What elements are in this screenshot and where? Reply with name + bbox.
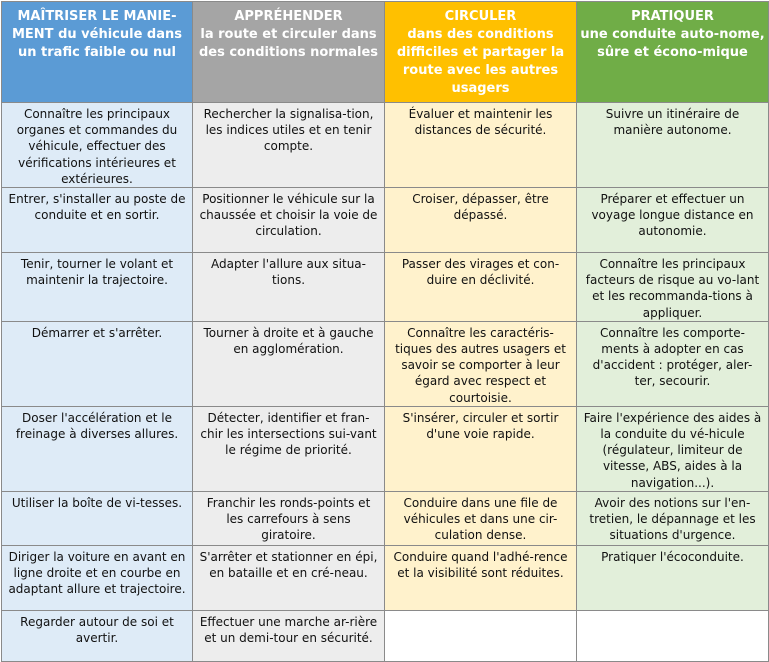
table-cell: Démarrer et s'arrêter.	[2, 321, 193, 406]
table-row	[2, 406, 769, 491]
table-row	[2, 188, 769, 253]
table-cell: Connaître les comporte-ments à adopter en cas d'accident : protéger, aler-ter, secourir.	[577, 321, 769, 406]
table-cell: Regarder autour de soi et avertir.	[2, 610, 193, 661]
table-cell: S'insérer, circuler et sortir d'une voie rapide.	[385, 406, 577, 491]
header-pratiquer	[577, 2, 769, 103]
table-cell: Conduire quand l'adhé-rence et la visibilité sont réduites.	[385, 545, 577, 610]
header-row	[2, 2, 769, 103]
header-apprehender-subtitle: la route et circuler dans des conditions normales	[198, 27, 379, 60]
table-cell: Préparer et effectuer un voyage longue distance en autonomie.	[577, 188, 769, 253]
header-pratiquer-subtitle: une conduite auto-nome, sûre et écono-mique	[580, 27, 765, 60]
table-cell: Pratiquer l'écoconduite.	[577, 545, 769, 610]
table-cell: Doser l'accélération et le freinage à diverses allures.	[2, 406, 193, 491]
header-maitriser-subtitle: MENT du véhicule dans un trafic faible ou nul	[11, 27, 182, 60]
table-cell: Croiser, dépasser, être dépassé.	[385, 188, 577, 253]
table-cell: Tourner à droite et à gauche en agglomération.	[193, 321, 385, 406]
table-cell: Passer des virages et con-duire en déclivité.	[385, 253, 577, 322]
empty-cell	[577, 610, 769, 661]
table-row	[2, 610, 769, 661]
table-cell: Conduire dans une file de véhicules et dans une cir-culation dense.	[385, 491, 577, 545]
competency-table-document	[1, 1, 768, 646]
table-row	[2, 491, 769, 545]
header-apprehender	[193, 2, 385, 103]
table-cell: Suivre un itinéraire de manière autonome.	[577, 103, 769, 188]
table-row	[2, 103, 769, 188]
table-row	[2, 321, 769, 406]
table-cell: Détecter, identifier et fran-chir les intersections sui-vant le régime de priorité.	[193, 406, 385, 491]
table-cell: S'arrêter et stationner en épi, en bataille et en cré-neau.	[193, 545, 385, 610]
table-cell: Diriger la voiture en avant en ligne droite et en courbe en adaptant allure et trajectoire.	[2, 545, 193, 610]
header-pratiquer-title: PRATIQUER	[631, 9, 714, 24]
header-maitriser-title: MAÎTRISER LE MANIE-	[17, 9, 177, 24]
table-row	[2, 545, 769, 610]
header-circuler	[385, 2, 577, 103]
competency-table	[1, 1, 769, 662]
table-cell: Adapter l'allure aux situa-tions.	[193, 253, 385, 322]
table-cell: Connaître les principaux organes et commandes du véhicule, effectuer des vérifications intérieures et extérieures.	[2, 103, 193, 188]
table-cell: Franchir les ronds-points et les carrefours à sens giratoire.	[193, 491, 385, 545]
header-circuler-subtitle: dans des conditions difficiles et partager la route avec les autres usagers	[396, 27, 565, 96]
header-circuler-title: CIRCULER	[444, 9, 517, 24]
empty-cell	[385, 610, 577, 661]
header-apprehender-title: APPRÉHENDER	[234, 9, 343, 24]
table-cell: Entrer, s'installer au poste de conduite et en sortir.	[2, 188, 193, 253]
table-cell: Utiliser la boîte de vi-tesses.	[2, 491, 193, 545]
table-cell: Effectuer une marche ar-rière et un demi-tour en sécurité.	[193, 610, 385, 661]
table-row	[2, 253, 769, 322]
table-cell: Connaître les principaux facteurs de risque au vo-lant et les recommanda-tions à appliquer.	[577, 253, 769, 322]
table-cell: Évaluer et maintenir les distances de sécurité.	[385, 103, 577, 188]
table-cell: Avoir des notions sur l'en-tretien, le dépannage et les situations d'urgence.	[577, 491, 769, 545]
table-cell: Rechercher la signalisa-tion, les indices utiles et en tenir compte.	[193, 103, 385, 188]
table-cell: Faire l'expérience des aides à la conduite du vé-hicule (régulateur, limiteur de vitesse, ABS, aides à la navigation...).	[577, 406, 769, 491]
header-maitriser	[2, 2, 193, 103]
table-cell: Positionner le véhicule sur la chaussée et choisir la voie de circulation.	[193, 188, 385, 253]
table-cell: Connaître les caractéris-tiques des autres usagers et savoir se comporter à leur égard avec respect et courtoisie.	[385, 321, 577, 406]
table-cell: Tenir, tourner le volant et maintenir la trajectoire.	[2, 253, 193, 322]
